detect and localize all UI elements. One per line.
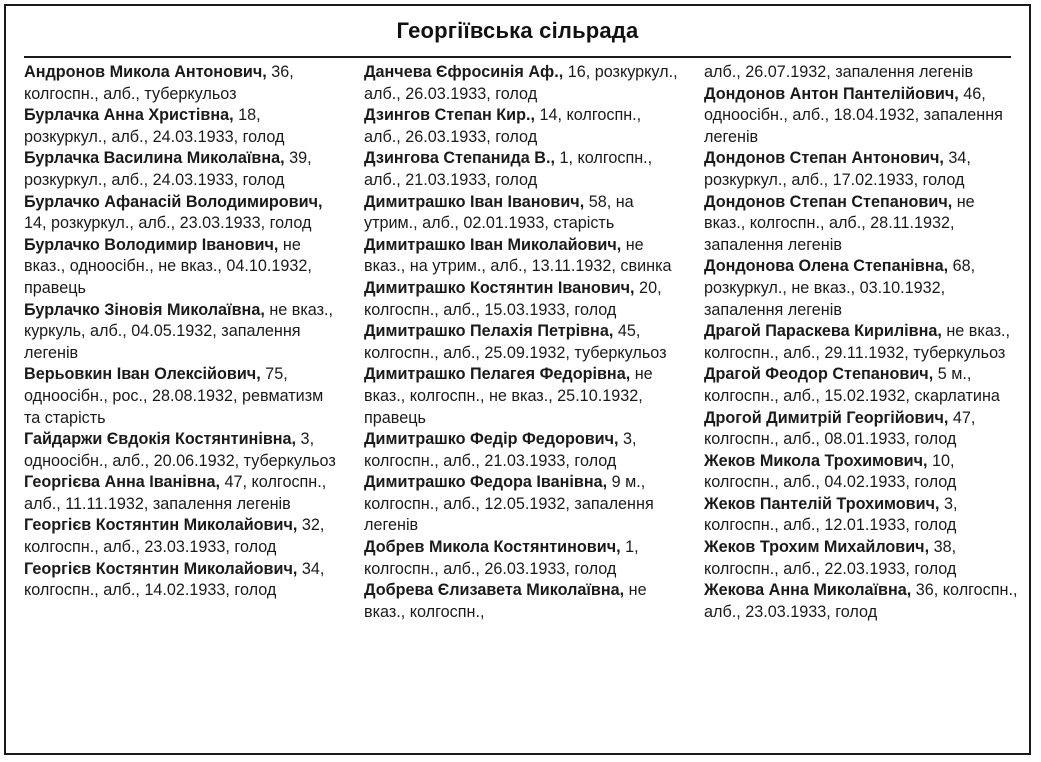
entry-name: Георгієв Костянтин Миколайович,: [24, 559, 298, 578]
entry-details: не вказ., колгоспн., алб., 28.11.1932, запалення легенів: [704, 192, 975, 254]
register-entry: [704, 364, 1019, 407]
register-entry: [364, 192, 679, 235]
entry-details: 36, колгоспн., алб., туберкульоз: [24, 63, 294, 103]
title-divider: [24, 56, 1011, 58]
entry-name: Георгієв Костянтин Миколайович,: [24, 516, 298, 535]
register-entry: [704, 537, 1019, 580]
register-entry: [24, 105, 339, 148]
entry-details: 9 м., колгоспн., алб., 12.05.1932, запалення легенів: [364, 473, 654, 535]
entry-details: 36, колгоспн., алб., 23.03.1933, голод: [704, 581, 1018, 621]
entry-name: Дзингова Степанида В.,: [364, 149, 555, 168]
register-entry: [364, 235, 679, 278]
entry-details: 1, колгоспн., алб., 21.03.1933, голод: [364, 149, 653, 189]
entry-details: 47, колгоспн., алб., 11.11.1932, запалення легенів: [24, 473, 327, 513]
entry-name: Дрогой Димитрій Георгійович,: [704, 408, 949, 427]
entry-name: Добрева Єлизавета Миколаївна,: [364, 581, 625, 600]
entry-name: Жеков Пантелій Трохимович,: [704, 494, 940, 513]
entry-details: 10, колгоспн., алб., 04.02.1933, голод: [704, 451, 957, 492]
register-entry: [24, 192, 339, 235]
register-entry: [364, 148, 679, 191]
entry-name: Димитрашко Костянтин Іванович,: [364, 278, 635, 297]
register-entry: [364, 364, 679, 429]
entry-name: Дзингов Степан Кир.,: [364, 106, 535, 125]
entry-name: Димитрашко Пелагея Федорівна,: [364, 365, 631, 384]
register-entry: [24, 559, 339, 602]
entry-name: Жеков Трохим Михайлович,: [704, 538, 930, 557]
entry-details: не вказ., колгоспн., алб., 29.11.1932, туберкульоз: [704, 322, 1011, 362]
column-1: [24, 62, 339, 602]
entry-details: не вказ., колгоспн.,: [364, 581, 647, 621]
entry-details: 3, колгоспн., алб., 12.01.1933, голод: [704, 494, 958, 535]
entry-details: не вказ., колгоспн., не вказ., 25.10.1932, правець: [364, 365, 653, 427]
register-entry: [704, 192, 1019, 257]
register-entry: [364, 105, 679, 148]
entry-details: 34, розкуркул., алб., 17.02.1933, голод: [704, 149, 971, 189]
column-3: [704, 62, 1019, 623]
register-entry: [364, 429, 679, 472]
entry-name: Димитрашко Пелахія Петрівна,: [364, 322, 614, 341]
register-entry: [364, 537, 679, 580]
register-entry: [364, 62, 679, 105]
entry-details: не вказ., одноосібн., не вказ., 04.10.1932, правець: [24, 235, 312, 297]
register-entry: [704, 84, 1019, 149]
entry-details: 20, колгоспн., алб., 15.03.1933, голод: [364, 278, 662, 319]
entry-details: алб., 26.07.1932, запалення легенів: [704, 63, 974, 81]
entry-name: Дондонова Олена Степанівна,: [704, 257, 949, 276]
register-entry: [704, 256, 1019, 321]
register-entry: [24, 300, 339, 365]
entry-name: Жекова Анна Миколаївна,: [704, 581, 912, 600]
entry-name: Бурлачко Володимир Іванович,: [24, 235, 279, 254]
register-entry: [704, 321, 1019, 364]
entry-details: 75, одноосібн., рос., 28.08.1932, ревматизм та старість: [24, 365, 324, 427]
register-entry: [704, 148, 1019, 191]
entry-name: Драгой Феодор Степанович,: [704, 365, 934, 384]
register-entry: [704, 580, 1019, 623]
entry-details: 47, колгоспн., алб., 08.01.1933, голод: [704, 408, 976, 449]
entry-name: Добрев Микола Костянтинович,: [364, 538, 621, 557]
register-entry: [364, 321, 679, 364]
register-entry: [364, 472, 679, 537]
register-entry: [364, 580, 679, 623]
entry-details: 1, колгоспн., алб., 26.03.1933, голод: [364, 538, 639, 578]
entry-name: Бурлачко Афанасій Володимирович,: [24, 192, 323, 211]
entry-details: 16, розкуркул., алб., 26.03.1933, голод: [364, 63, 678, 103]
entry-details: 34, колгоспн., алб., 14.02.1933, голод: [24, 559, 325, 600]
document-frame: [4, 4, 1031, 755]
entry-details: 14, розкуркул., алб., 23.03.1933, голод: [24, 214, 312, 233]
entry-details: 14, колгоспн., алб., 26.03.1933, голод: [364, 106, 642, 146]
entry-details: 46, одноосібн., алб., 18.04.1932, запалення легенів: [704, 84, 1003, 146]
register-entry: [24, 429, 339, 472]
entry-name: Георгієва Анна Іванівна,: [24, 473, 221, 492]
register-entry: [704, 451, 1019, 494]
entry-details: 68, розкуркул., не вказ., 03.10.1932, запалення легенів: [704, 257, 976, 319]
entry-name: Бурлачка Анна Христівна,: [24, 106, 234, 125]
register-entry: [24, 472, 339, 515]
entry-name: Дондонов Степан Антонович,: [704, 149, 944, 168]
register-entry: [24, 364, 339, 429]
entry-name: Данчева Єфросинія Аф.,: [364, 63, 564, 81]
entry-details: 3, одноосібн., алб., 20.06.1932, туберкульоз: [24, 430, 336, 470]
entry-name: Жеков Микола Трохимович,: [704, 451, 928, 470]
entry-name: Верьовкин Іван Олексійович,: [24, 365, 261, 384]
entry-details: 5 м., колгоспн., алб., 15.02.1932, скарлатина: [704, 365, 1000, 405]
register-entry: [24, 62, 339, 105]
entry-name: Дондонов Степан Степанович,: [704, 192, 953, 211]
entry-details: не вказ., куркуль, алб., 04.05.1932, запалення легенів: [24, 300, 334, 362]
entry-name: Дондонов Антон Пантелійович,: [704, 84, 959, 103]
entry-name: Драгой Параскева Кирилівна,: [704, 322, 942, 341]
column-2: [364, 62, 679, 623]
register-entry: [704, 62, 1019, 84]
entry-details: 32, колгоспн., алб., 23.03.1933, голод: [24, 516, 325, 557]
register-entry: [24, 515, 339, 558]
entry-name: Гайдаржи Євдокія Костянтинівна,: [24, 430, 297, 449]
register-entry: [704, 494, 1019, 537]
entry-name: Андронов Микола Антонович,: [24, 63, 267, 81]
entry-details: 38, колгоспн., алб., 22.03.1933, голод: [704, 538, 957, 578]
entry-details: 39, розкуркул., алб., 24.03.1933, голод: [24, 149, 312, 189]
register-entry: [24, 235, 339, 300]
register-entry: [704, 408, 1019, 451]
entry-name: Бурлачко Зіновія Миколаївна,: [24, 300, 265, 319]
register-entry: [24, 148, 339, 191]
entry-details: не вказ., на утрим., алб., 13.11.1932, свинка: [364, 235, 672, 276]
entry-name: Димитрашко Іван Іванович,: [364, 192, 585, 211]
entry-details: 18, розкуркул., алб., 24.03.1933, голод: [24, 106, 285, 146]
register-entry: [364, 278, 679, 321]
entry-name: Димитрашко Федір Федорович,: [364, 430, 619, 449]
entry-name: Бурлачка Василина Миколаївна,: [24, 149, 285, 168]
entry-details: 58, на утрим., алб., 02.01.1933, старість: [364, 192, 634, 233]
entry-details: 3, колгоспн., алб., 21.03.1933, голод: [364, 430, 637, 470]
page-title: Георгіївська сільрада: [396, 18, 639, 43]
entry-name: Димитрашко Іван Миколайович,: [364, 235, 622, 254]
entry-name: Димитрашко Федора Іванівна,: [364, 473, 608, 492]
entry-details: 45, колгоспн., алб., 25.09.1932, туберкульоз: [364, 322, 667, 362]
